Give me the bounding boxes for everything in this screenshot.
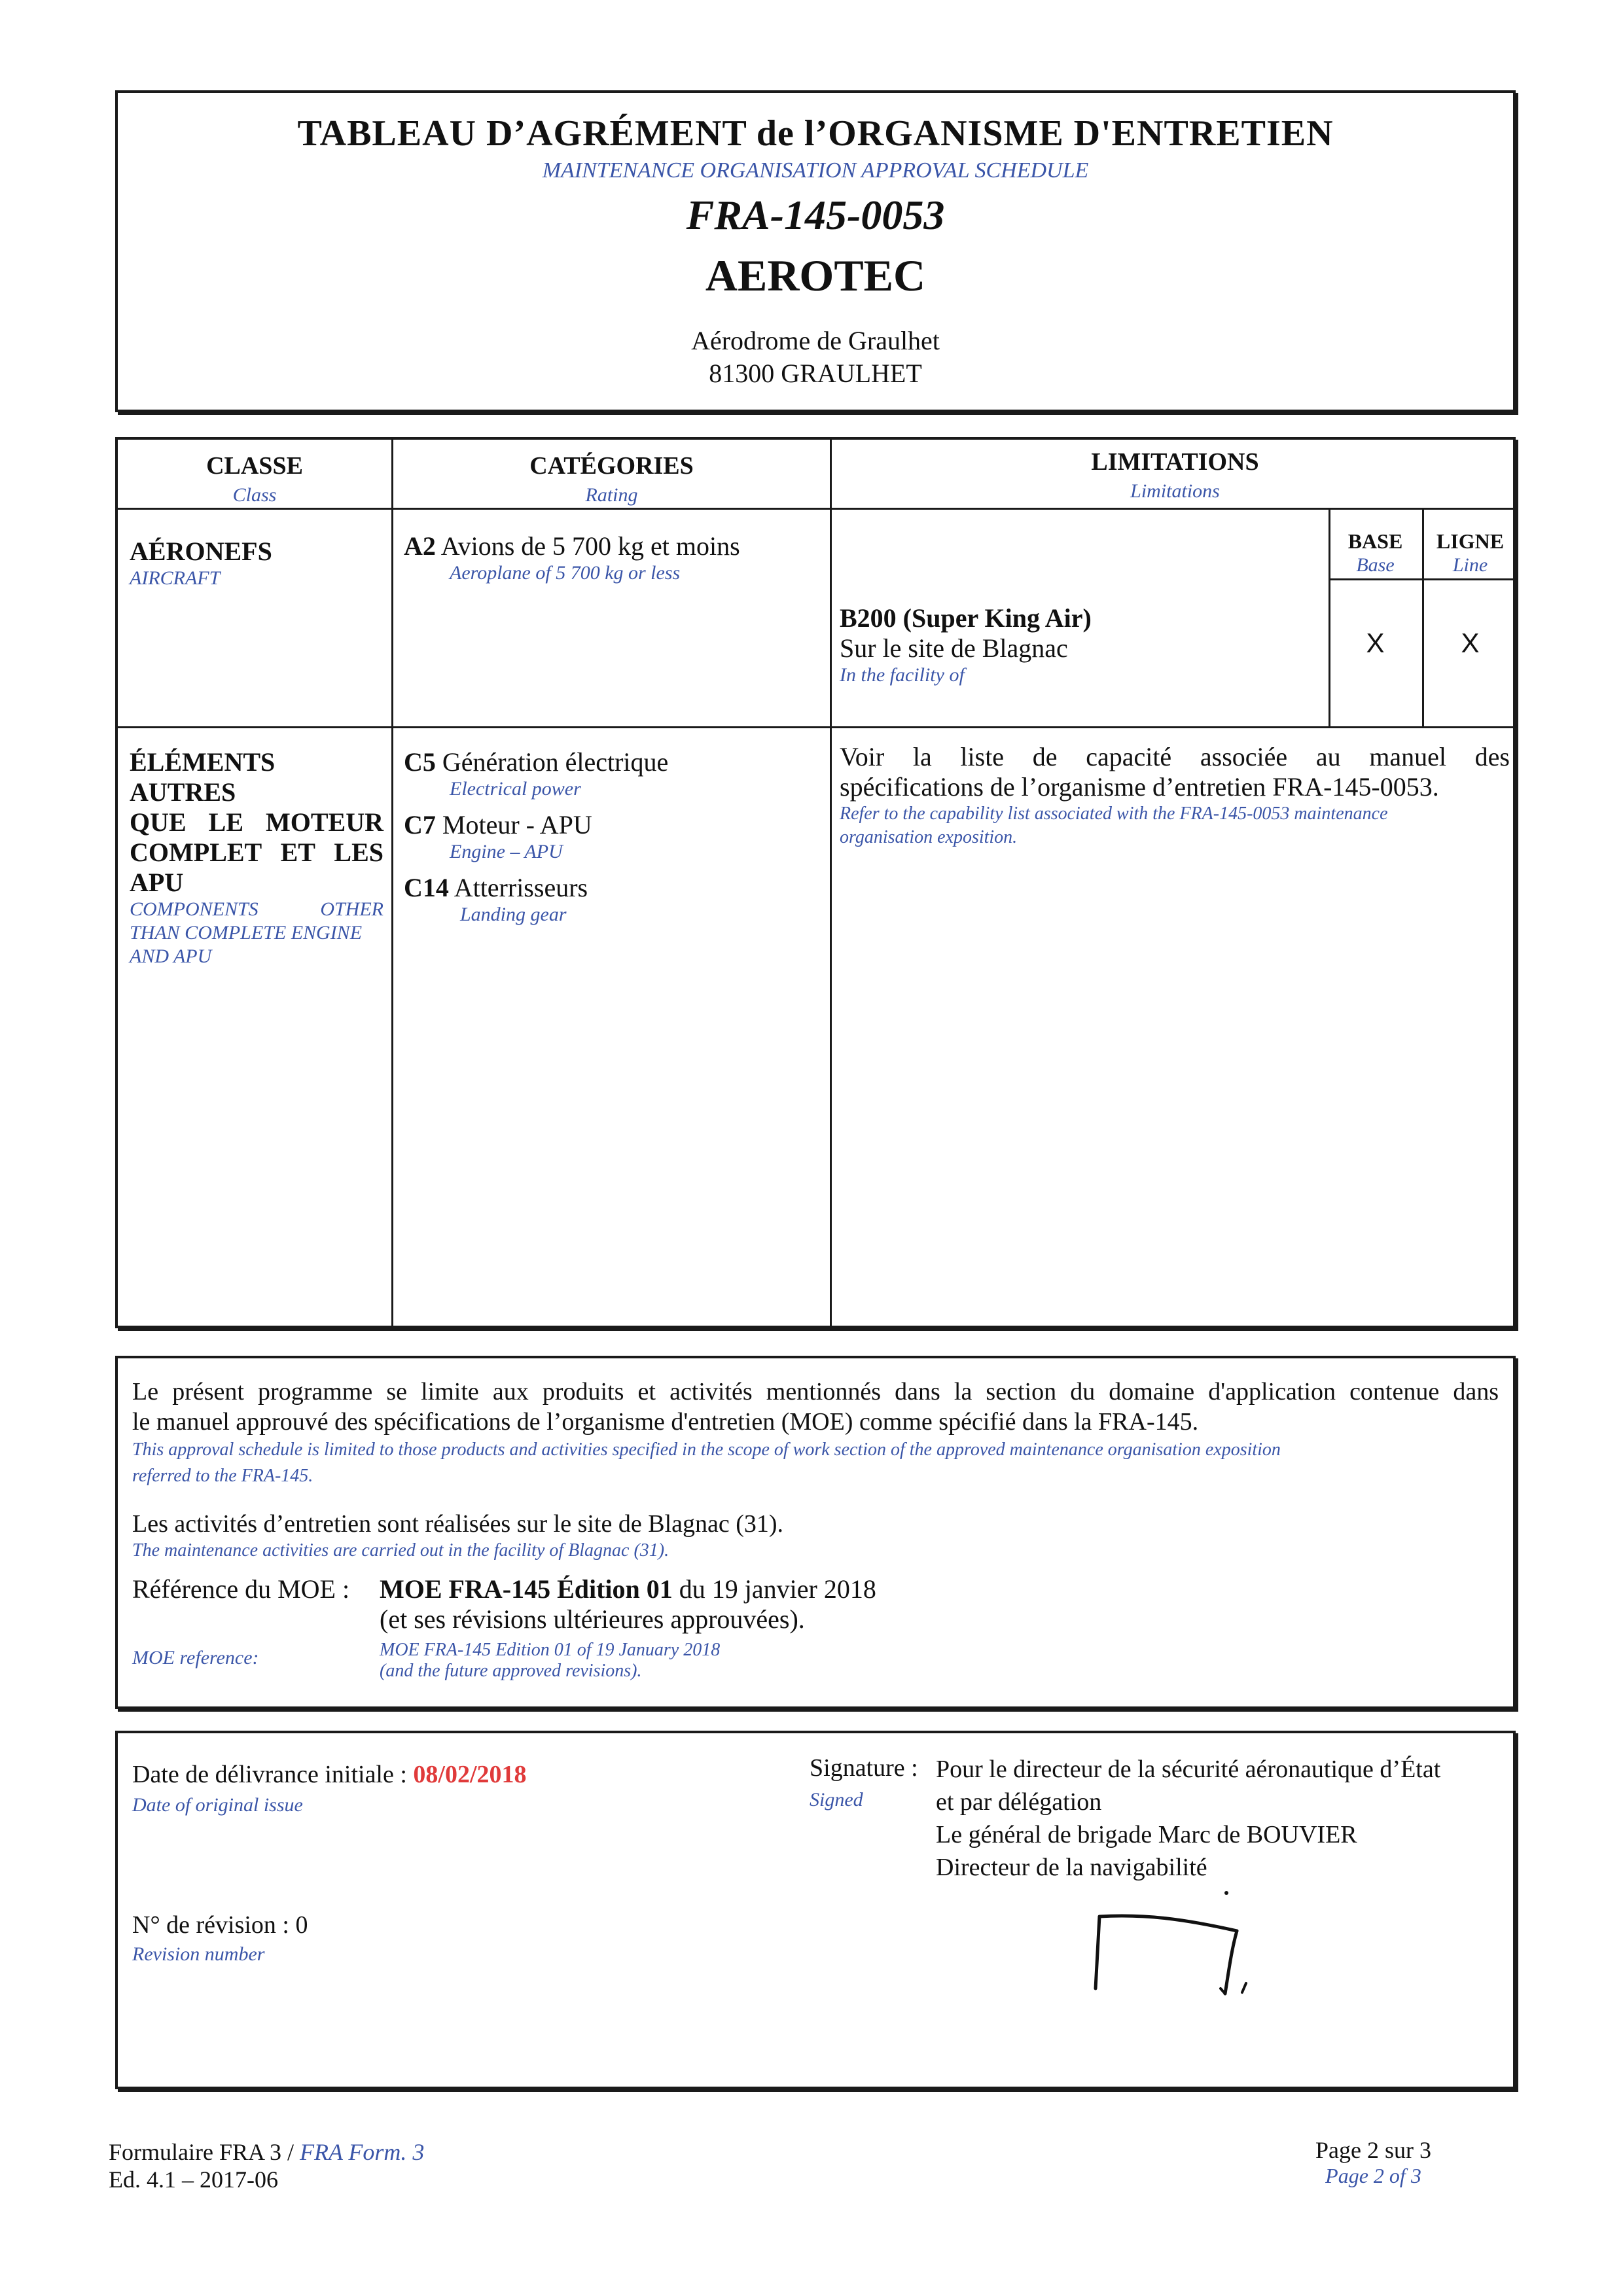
header-limitations-label: LIMITATIONS xyxy=(1091,448,1259,476)
rating-label: Atterrisseurs xyxy=(454,873,588,902)
rating-label-en: Engine – APU xyxy=(450,841,563,862)
aircraft-site-en: In the facility of xyxy=(840,664,965,686)
scope-en-line: referred to the FRA-145. xyxy=(132,1466,313,1486)
issue-date-value: 08/02/2018 xyxy=(413,1761,527,1788)
aircraft-site: Sur le site de Blagnac xyxy=(840,633,1068,663)
handwritten-signature xyxy=(1086,1890,1283,2021)
approval-header xyxy=(115,90,1516,412)
rating-label: Moteur - APU xyxy=(442,810,592,839)
address-line-2: 81300 GRAULHET xyxy=(709,359,922,388)
components-limitation-cell xyxy=(840,742,1510,849)
issue-date-label-en: Date of original issue xyxy=(132,1794,303,1816)
form-edition: Ed. 4.1 – 2017-06 xyxy=(109,2166,278,2193)
signature-label: Signature : xyxy=(810,1754,918,1782)
limitation-en-line: organisation exposition. xyxy=(840,827,1018,847)
components-class-line: APU xyxy=(130,868,184,897)
facility-line: Les activités d’entretien sont réalisées sur le site de Blagnac (31). xyxy=(132,1510,784,1538)
line-header-cell xyxy=(1422,529,1518,577)
approval-number: FRA-145-0053 xyxy=(686,192,945,238)
form-reference xyxy=(109,2138,424,2193)
rating-c7 xyxy=(404,810,823,864)
moe-value-en: MOE FRA-145 Edition 01 of 19 January 2018 xyxy=(380,1640,721,1660)
limitation-line: Voir la liste de capacité associée au manuel des xyxy=(840,742,1510,771)
rating-c14 xyxy=(404,873,823,927)
header-class-label: CLASSE xyxy=(206,452,303,480)
signatory-line: Directeur de la navigabilité xyxy=(936,1854,1207,1881)
rating-a2-label: Avions de 5 700 kg et moins xyxy=(440,531,740,561)
page-number xyxy=(1315,2136,1431,2188)
base-mark: X xyxy=(1366,627,1385,658)
rating-c5 xyxy=(404,747,823,801)
components-class-cell xyxy=(130,747,383,968)
header-class xyxy=(118,451,391,506)
form-label: Formulaire FRA 3 / xyxy=(109,2139,300,2165)
header-rating-label: CATÉGORIES xyxy=(529,452,694,480)
moe-value-line2: (et ses révisions ultérieures approuvées). xyxy=(380,1604,805,1634)
aircraft-class: AÉRONEFS xyxy=(130,537,272,566)
scope-line: le manuel approuvé des spécifications de l’organisme d'entretien (MOE) comme spécifié dans la FRA-145. xyxy=(132,1408,1199,1436)
moe-value-en-line2: (and the future approved revisions). xyxy=(380,1661,642,1681)
signature-label-en: Signed xyxy=(810,1789,863,1810)
approval-table xyxy=(115,437,1516,1328)
line-label-en: Line xyxy=(1452,554,1488,576)
header-rating xyxy=(393,451,830,506)
rating-label-en: Electrical power xyxy=(450,778,581,800)
moe-label: Référence du MOE : xyxy=(132,1574,350,1604)
scope-en-line: This approval schedule is limited to those products and activities specified in the scope of work section of the approved maintenance organisation exposition xyxy=(132,1439,1281,1460)
facility-paragraph xyxy=(132,1509,1499,1563)
moe-value-edition: MOE FRA-145 Édition 01 xyxy=(380,1574,673,1604)
issue-date-label: Date de délivrance initiale : xyxy=(132,1761,414,1788)
components-class-en-line: COMPONENTS OTHER xyxy=(130,898,383,920)
base-label: BASE xyxy=(1347,529,1403,553)
rating-code-a2: A2 xyxy=(404,531,436,561)
limitation-line: spécifications de l’organisme d’entretien FRA-145-0053. xyxy=(840,772,1439,802)
column-divider xyxy=(391,440,393,1326)
revision-number-label-en: Revision number xyxy=(132,1943,265,1965)
page-number-label: Page 2 sur 3 xyxy=(1315,2137,1431,2163)
aircraft-rating-cell xyxy=(404,531,823,585)
row-divider xyxy=(118,726,1513,728)
rating-code: C5 xyxy=(404,747,436,777)
aircraft-type: B200 (Super King Air) xyxy=(840,603,1092,633)
rating-a2-label-en: Aeroplane of 5 700 kg or less xyxy=(450,562,681,584)
header-limitations-label-en: Limitations xyxy=(1130,480,1220,502)
base-header-cell xyxy=(1329,529,1422,577)
rating-code: C7 xyxy=(404,810,436,839)
document-title-en: MAINTENANCE ORGANISATION APPROVAL SCHEDULE xyxy=(542,158,1089,183)
page-number-label-en: Page 2 of 3 xyxy=(1325,2164,1421,2187)
signatory-line: Le général de brigade Marc de BOUVIER xyxy=(936,1821,1357,1848)
line-mark: X xyxy=(1461,627,1480,658)
organisation-name: AEROTEC xyxy=(705,251,926,300)
issue-date xyxy=(132,1759,527,1790)
components-class-en-line: AND APU xyxy=(130,945,212,967)
rating-label-en: Landing gear xyxy=(460,904,567,925)
limitation-en-line: Refer to the capability list associated with the FRA-145-0053 maintenance xyxy=(840,804,1388,824)
aircraft-limitation-cell xyxy=(840,603,1324,687)
header-rating-label-en: Rating xyxy=(585,484,638,506)
scope-line: Le présent programme se limite aux produits et activités mentionnés dans la section du domaine d'application contenue dans xyxy=(132,1378,1499,1405)
moe-label-en: MOE reference: xyxy=(132,1647,259,1669)
components-class-line: ÉLÉMENTS AUTRES xyxy=(130,747,276,807)
signatory-line: et par délégation xyxy=(936,1788,1102,1816)
header-class-label-en: Class xyxy=(232,484,277,506)
form-label-en: FRA Form. 3 xyxy=(300,2139,425,2165)
header-row-divider xyxy=(118,508,1513,510)
address-line-1: Aérodrome de Graulhet xyxy=(691,326,940,355)
signatory-block xyxy=(936,1753,1440,1884)
scope-paragraph xyxy=(132,1377,1499,1489)
issue-signature-box xyxy=(115,1731,1516,2089)
components-class-line: QUE LE MOTEUR xyxy=(130,807,383,837)
moe-value xyxy=(380,1574,876,1604)
base-label-en: Base xyxy=(1356,554,1395,576)
base-line-header-divider xyxy=(1329,578,1518,580)
header-limitations xyxy=(832,448,1518,503)
facility-en-line: The maintenance activities are carried out in the facility of Blagnac (31). xyxy=(132,1540,669,1561)
rating-label: Génération électrique xyxy=(442,747,669,777)
signatory-line: Pour le directeur de la sécurité aéronautique d’État xyxy=(936,1756,1441,1783)
components-ratings-cell xyxy=(404,747,823,927)
components-class-en-line: THAN COMPLETE ENGINE xyxy=(130,922,363,944)
aircraft-class-en: AIRCRAFT xyxy=(130,567,221,589)
scope-conditions-box xyxy=(115,1356,1516,1709)
moe-value-date: du 19 janvier 2018 xyxy=(672,1574,876,1604)
document-title: TABLEAU D’AGRÉMENT de l’ORGANISME D'ENTRETIEN xyxy=(297,113,1334,154)
aircraft-class-cell xyxy=(130,537,385,590)
revision-number: N° de révision : 0 xyxy=(132,1911,308,1939)
rating-code: C14 xyxy=(404,873,449,902)
line-label: LIGNE xyxy=(1436,529,1505,553)
components-class-line: COMPLET ET LES xyxy=(130,838,383,867)
column-divider xyxy=(830,440,832,1326)
